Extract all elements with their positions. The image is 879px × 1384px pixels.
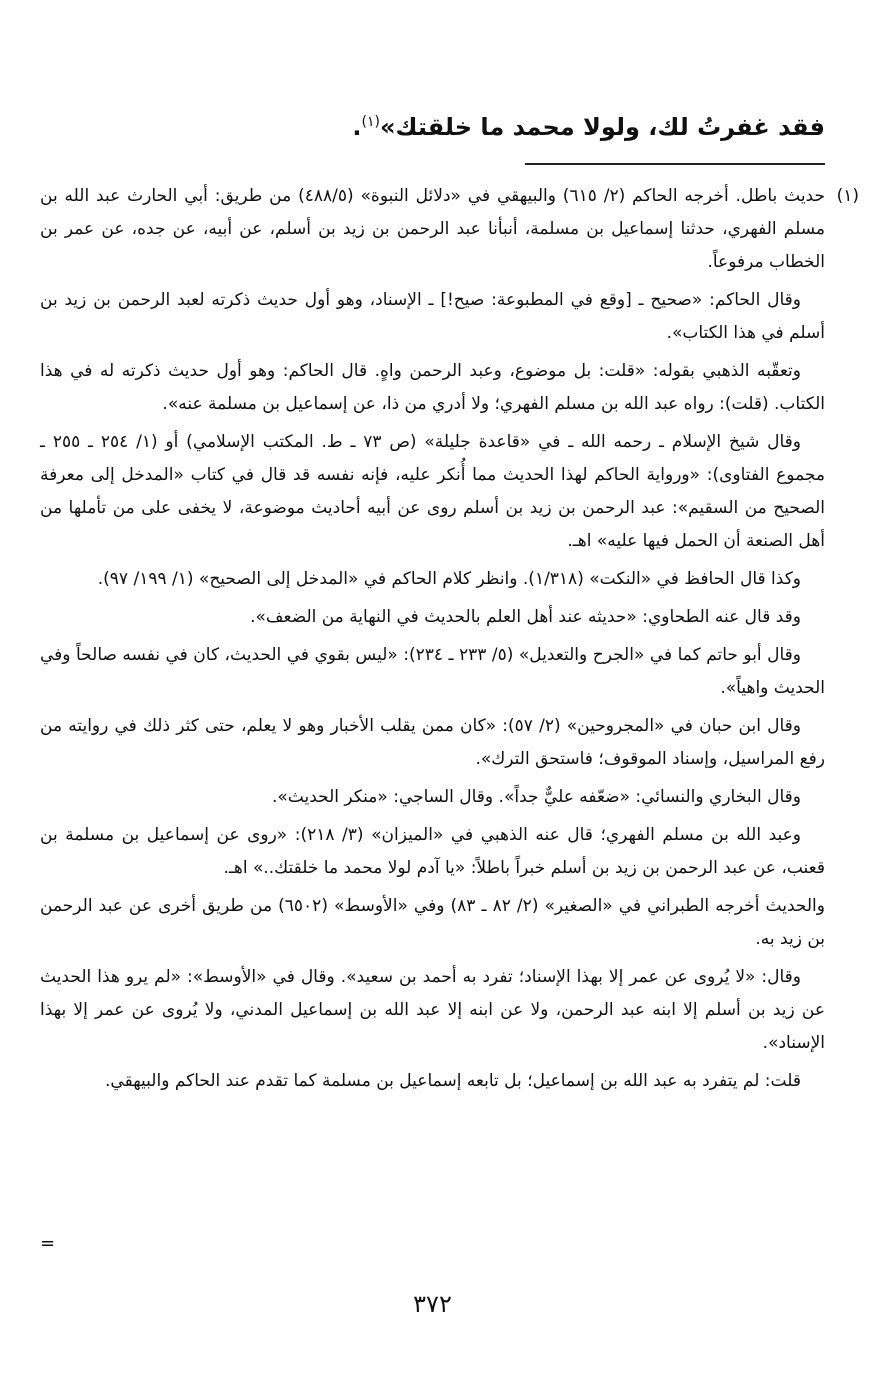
continuation-mark: = xyxy=(40,1233,56,1254)
main-text-end: . xyxy=(352,113,362,141)
footnote-paragraph: وقال: «لا يُروى عن عمر إلا بهذا الإسناد؛ تفرد به أحمد بن سعيد». وقال في «الأوسط»: «لم يرو هذا الحديث عن زيد بن أسلم إلا ابنه عبد الرحمن، ولا عن ابنه إلا عبد الله بن إسماعيل المدني، ولا يُروى عن عمر إلا بهذا الإسناد». xyxy=(40,967,825,1053)
footnote-paragraph: وقال أبو حاتم كما في «الجرح والتعديل» (٥/ ٢٣٣ ـ ٢٣٤): «ليس بقوي في الحديث، كان في نفسه صالحاً وفي الحديث واهياً». xyxy=(40,645,825,698)
footnote-paragraph: حديث باطل. أخرجه الحاكم (٢/ ٦١٥) والبيهقي في «دلائل النبوة» (٤٨٨/٥) من طريق: أبي الحارث عبد الله بن مسلم الفهري، حدثنا إسماعيل بن مسلمة، أنبأنا عبد الرحمن بن زيد بن أسلم، عن أبيه، عن جده، عن عمر بن الخطاب مرفوعاً. xyxy=(40,186,825,272)
page-number: ٣٧٢ xyxy=(413,1290,452,1318)
main-text: فقد غفرتُ لك، ولولا محمد ما خلقتك» xyxy=(379,113,825,141)
footnote-marker: (١) xyxy=(836,186,859,206)
book-page xyxy=(40,0,859,1384)
footnote-paragraph: وقال ابن حبان في «المجروحين» (٢/ ٥٧): «كان ممن يقلب الأخبار وهو لا يعلم، حتى كثر ذلك في روايته من رفع المراسيل، وإسناد الموقوف؛ فاستحق الترك». xyxy=(40,716,825,769)
main-footnote-ref: (١) xyxy=(361,114,380,130)
main-text-line xyxy=(40,100,825,149)
footnote-paragraph: وعبد الله بن مسلم الفهري؛ قال عنه الذهبي في «الميزان» (٣/ ٢١٨): «روى عن إسماعيل بن مسلمة بن قعنب، عن عبد الرحمن بن زيد بن أسلم خبراً باطلاً: «يا آدم لولا محمد ما خلقتك..» اهـ. xyxy=(40,825,825,878)
footnote-paragraph: وكذا قال الحافظ في «النكت» (١/٣١٨). وانظر كلام الحاكم في «المدخل إلى الصحيح» (١/ ١٩٩/ ٩٧). xyxy=(97,569,801,589)
footnote-paragraph: قلت: لم يتفرد به عبد الله بن إسماعيل؛ بل تابعه إسماعيل بن مسلمة كما تقدم عند الحاكم والبيهقي. xyxy=(105,1071,801,1091)
footnote-paragraph: وتعقّبه الذهبي بقوله: «قلت: بل موضوع، وعبد الرحمن واهٍ. قال الحاكم: وهو أول حديث ذكرته له في هذا الكتاب. (قلت): رواه عبد الله بن مسلم الفهري؛ ولا أدري من ذا، عن إسماعيل بن مسلمة عنه». xyxy=(40,361,825,414)
footnote-paragraph: وقد قال عنه الطحاوي: «حديثه عند أهل العلم بالحديث في النهاية من الضعف». xyxy=(250,607,801,627)
footnote-paragraph: وقال الحاكم: «صحيح ـ [وقع في المطبوعة: صيح!] ـ الإسناد، وهو أول حديث ذكرته لعبد الرحمن بن زيد بن أسلم في هذا الكتاب». xyxy=(40,290,825,343)
footnote-divider xyxy=(525,163,825,165)
footnote-paragraph: وقال البخاري والنسائي: «ضعّفه عليٌّ جداً». وقال الساجي: «منكر الحديث». xyxy=(271,787,801,807)
footnote-block xyxy=(40,180,825,1103)
footnote-paragraph: وقال شيخ الإسلام ـ رحمه الله ـ في «قاعدة جليلة» (ص ٧٣ ـ ط. المكتب الإسلامي) أو (١/ ٢٥٤ ـ ٢٥٥ ـ مجموع الفتاوى): «ورواية الحاكم لهذا الحديث مما أُنكر عليه، فإنه نفسه قد قال في كتاب «المدخل إلى معرفة الصحيح من السقيم»: عبد الرحمن بن زيد بن أسلم روى عن أبيه أحاديث موضوعة، لا يخفى على من تأملها من أهل الصنعة أن الحمل فيها عليه» اهـ. xyxy=(40,432,825,551)
footnote-paragraph: والحديث أخرجه الطبراني في «الصغير» (٢/ ٨٢ ـ ٨٣) وفي «الأوسط» (٦٥٠٢) من طريق أخرى عن عبد الرحمن بن زيد به. xyxy=(40,896,825,949)
